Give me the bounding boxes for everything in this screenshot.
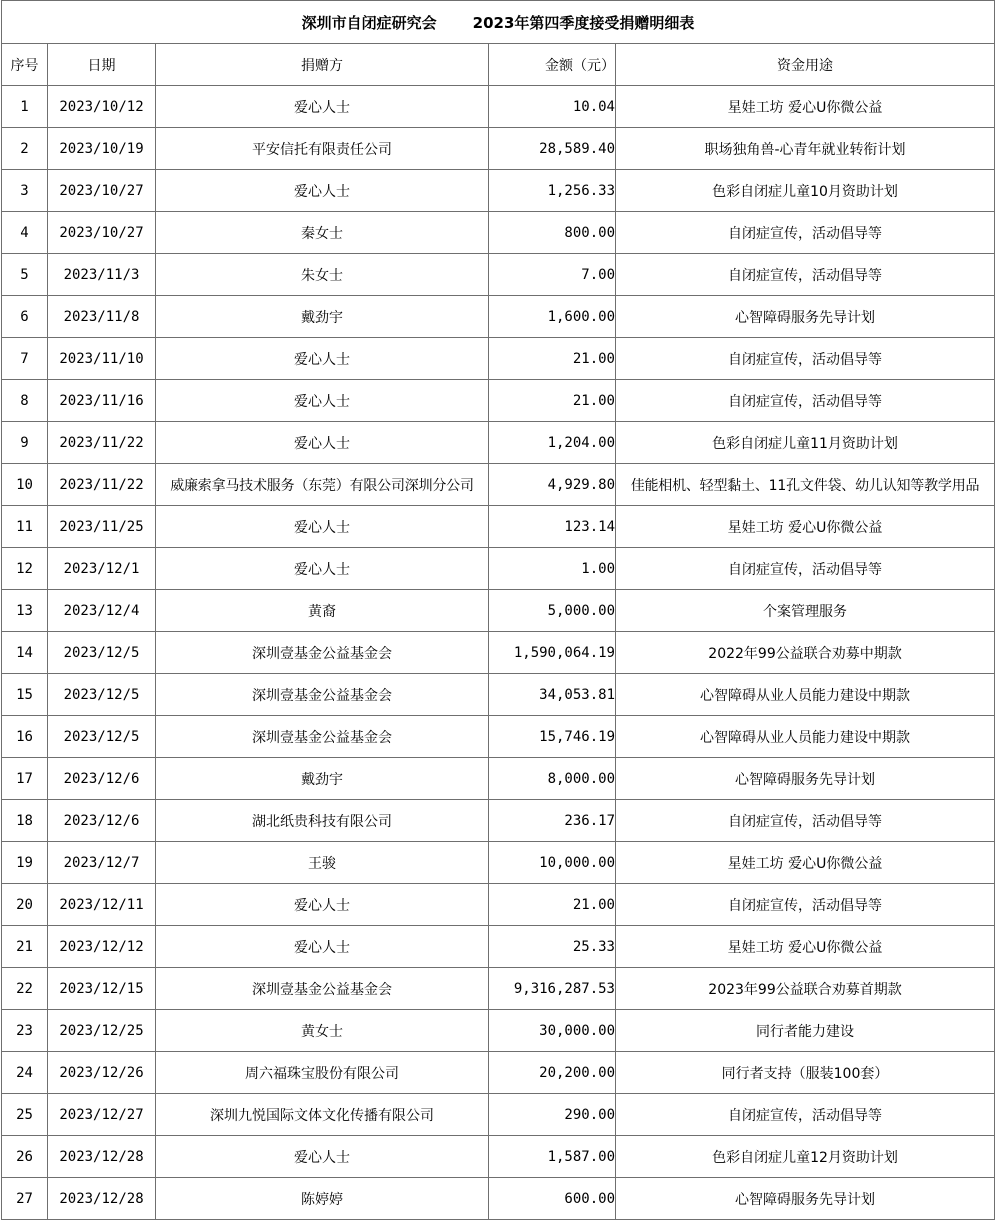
cell-donor: 平安信托有限责任公司 [156,128,489,170]
cell-usage: 星娃工坊 爱心U你微公益 [616,842,995,884]
cell-index: 8 [2,380,48,422]
cell-donor: 戴劲宇 [156,296,489,338]
cell-amount: 10,000.00 [489,842,616,884]
cell-usage: 心智障碍服务先导计划 [616,296,995,338]
cell-date: 2023/12/5 [48,632,156,674]
cell-usage: 个案管理服务 [616,590,995,632]
cell-amount: 28,589.40 [489,128,616,170]
cell-amount: 25.33 [489,926,616,968]
header-row [2,44,995,86]
cell-date: 2023/12/6 [48,800,156,842]
table-row [2,170,995,212]
cell-date: 2023/12/27 [48,1094,156,1136]
cell-index: 3 [2,170,48,212]
cell-amount: 1,256.33 [489,170,616,212]
cell-amount: 30,000.00 [489,1010,616,1052]
cell-date: 2023/12/28 [48,1136,156,1178]
cell-usage: 心智障碍服务先导计划 [616,758,995,800]
cell-date: 2023/11/10 [48,338,156,380]
cell-usage: 色彩自闭症儿童10月资助计划 [616,170,995,212]
cell-index: 18 [2,800,48,842]
table-row [2,1178,995,1220]
table-row [2,464,995,506]
cell-date: 2023/12/7 [48,842,156,884]
table-row [2,506,995,548]
table-row [2,338,995,380]
cell-amount: 34,053.81 [489,674,616,716]
table-row [2,842,995,884]
cell-date: 2023/12/4 [48,590,156,632]
cell-amount: 800.00 [489,212,616,254]
cell-date: 2023/12/11 [48,884,156,926]
cell-index: 5 [2,254,48,296]
cell-donor: 周六福珠宝股份有限公司 [156,1052,489,1094]
cell-donor: 戴劲宇 [156,758,489,800]
cell-donor: 王骏 [156,842,489,884]
cell-amount: 5,000.00 [489,590,616,632]
cell-index: 15 [2,674,48,716]
cell-index: 24 [2,1052,48,1094]
cell-index: 4 [2,212,48,254]
cell-index: 6 [2,296,48,338]
cell-index: 9 [2,422,48,464]
cell-amount: 1,204.00 [489,422,616,464]
cell-usage: 心智障碍从业人员能力建设中期款 [616,716,995,758]
header-index: 序号 [2,44,48,86]
cell-donor: 爱心人士 [156,1136,489,1178]
cell-date: 2023/12/5 [48,674,156,716]
cell-date: 2023/12/28 [48,1178,156,1220]
header-amount: 金额（元） [489,44,616,86]
cell-donor: 深圳壹基金公益基金会 [156,716,489,758]
table-row [2,128,995,170]
cell-donor: 深圳九悦国际文体文化传播有限公司 [156,1094,489,1136]
title-report: 2023年第四季度接受捐赠明细表 [472,13,695,32]
cell-date: 2023/10/27 [48,212,156,254]
table-row [2,548,995,590]
cell-date: 2023/10/19 [48,128,156,170]
cell-index: 14 [2,632,48,674]
cell-usage: 自闭症宣传，活动倡导等 [616,338,995,380]
cell-date: 2023/12/15 [48,968,156,1010]
table-row [2,926,995,968]
cell-donor: 爱心人士 [156,170,489,212]
cell-donor: 爱心人士 [156,422,489,464]
cell-amount: 236.17 [489,800,616,842]
cell-donor: 湖北纸贵科技有限公司 [156,800,489,842]
table-row [2,1052,995,1094]
cell-index: 21 [2,926,48,968]
cell-date: 2023/11/16 [48,380,156,422]
header-donor: 捐赠方 [156,44,489,86]
cell-amount: 4,929.80 [489,464,616,506]
cell-amount: 15,746.19 [489,716,616,758]
cell-donor: 深圳壹基金公益基金会 [156,674,489,716]
table-row [2,254,995,296]
cell-index: 20 [2,884,48,926]
cell-usage: 职场独角兽-心青年就业转衔计划 [616,128,995,170]
cell-usage: 2022年99公益联合劝募中期款 [616,632,995,674]
cell-index: 7 [2,338,48,380]
cell-usage: 星娃工坊 爱心U你微公益 [616,926,995,968]
cell-usage: 星娃工坊 爱心U你微公益 [616,506,995,548]
cell-amount: 1,590,064.19 [489,632,616,674]
cell-donor: 爱心人士 [156,338,489,380]
cell-date: 2023/11/3 [48,254,156,296]
cell-usage: 同行者支持（服装100套） [616,1052,995,1094]
cell-index: 27 [2,1178,48,1220]
cell-donor: 爱心人士 [156,884,489,926]
table-row [2,296,995,338]
cell-donor: 黄裔 [156,590,489,632]
table-row [2,590,995,632]
cell-index: 2 [2,128,48,170]
cell-amount: 9,316,287.53 [489,968,616,1010]
cell-amount: 1,600.00 [489,296,616,338]
table-row [2,674,995,716]
cell-usage: 佳能相机、轻型黏土、11孔文件袋、幼儿认知等教学用品 [616,464,995,506]
cell-index: 10 [2,464,48,506]
cell-amount: 123.14 [489,506,616,548]
cell-index: 13 [2,590,48,632]
cell-index: 22 [2,968,48,1010]
table-row [2,1094,995,1136]
cell-index: 19 [2,842,48,884]
cell-amount: 600.00 [489,1178,616,1220]
cell-donor: 威廉索拿马技术服务（东莞）有限公司深圳分公司 [156,464,489,506]
header-date: 日期 [48,44,156,86]
cell-donor: 爱心人士 [156,506,489,548]
table-title [2,1,995,44]
cell-amount: 1,587.00 [489,1136,616,1178]
cell-date: 2023/12/26 [48,1052,156,1094]
cell-donor: 爱心人士 [156,86,489,128]
table-row [2,1010,995,1052]
cell-donor: 爱心人士 [156,926,489,968]
cell-usage: 自闭症宣传，活动倡导等 [616,548,995,590]
cell-usage: 自闭症宣传，活动倡导等 [616,1094,995,1136]
cell-donor: 爱心人士 [156,548,489,590]
cell-index: 25 [2,1094,48,1136]
cell-usage: 色彩自闭症儿童11月资助计划 [616,422,995,464]
cell-amount: 10.04 [489,86,616,128]
donation-table [1,0,995,1220]
cell-index: 16 [2,716,48,758]
table-title-row [2,1,995,44]
cell-amount: 21.00 [489,338,616,380]
cell-usage: 自闭症宣传，活动倡导等 [616,380,995,422]
cell-index: 12 [2,548,48,590]
cell-date: 2023/12/6 [48,758,156,800]
cell-usage: 同行者能力建设 [616,1010,995,1052]
cell-amount: 8,000.00 [489,758,616,800]
cell-date: 2023/10/27 [48,170,156,212]
cell-usage: 2023年99公益联合劝募首期款 [616,968,995,1010]
cell-donor: 朱女士 [156,254,489,296]
cell-amount: 1.00 [489,548,616,590]
cell-amount: 21.00 [489,884,616,926]
cell-date: 2023/10/12 [48,86,156,128]
cell-index: 11 [2,506,48,548]
table-row [2,422,995,464]
cell-usage: 星娃工坊 爱心U你微公益 [616,86,995,128]
cell-usage: 自闭症宣传，活动倡导等 [616,212,995,254]
table-row [2,86,995,128]
table-row [2,884,995,926]
table-row [2,1136,995,1178]
cell-usage: 自闭症宣传，活动倡导等 [616,254,995,296]
cell-usage: 心智障碍服务先导计划 [616,1178,995,1220]
table-row [2,758,995,800]
header-usage: 资金用途 [616,44,995,86]
table-row [2,632,995,674]
cell-index: 26 [2,1136,48,1178]
cell-donor: 深圳壹基金公益基金会 [156,968,489,1010]
cell-date: 2023/12/5 [48,716,156,758]
cell-amount: 290.00 [489,1094,616,1136]
cell-date: 2023/11/8 [48,296,156,338]
table-row [2,968,995,1010]
title-org: 深圳市自闭症研究会 [301,13,437,32]
cell-date: 2023/12/12 [48,926,156,968]
cell-donor: 爱心人士 [156,380,489,422]
cell-amount: 20,200.00 [489,1052,616,1094]
cell-amount: 21.00 [489,380,616,422]
cell-donor: 秦女士 [156,212,489,254]
table-row [2,212,995,254]
cell-donor: 陈婷婷 [156,1178,489,1220]
cell-index: 17 [2,758,48,800]
table-row [2,380,995,422]
cell-date: 2023/11/22 [48,422,156,464]
cell-index: 23 [2,1010,48,1052]
cell-index: 1 [2,86,48,128]
cell-usage: 心智障碍从业人员能力建设中期款 [616,674,995,716]
table-row [2,800,995,842]
cell-donor: 黄女士 [156,1010,489,1052]
cell-date: 2023/11/22 [48,464,156,506]
cell-amount: 7.00 [489,254,616,296]
cell-usage: 自闭症宣传，活动倡导等 [616,800,995,842]
cell-date: 2023/12/1 [48,548,156,590]
cell-usage: 自闭症宣传，活动倡导等 [616,884,995,926]
cell-donor: 深圳壹基金公益基金会 [156,632,489,674]
cell-date: 2023/12/25 [48,1010,156,1052]
cell-usage: 色彩自闭症儿童12月资助计划 [616,1136,995,1178]
cell-date: 2023/11/25 [48,506,156,548]
table-row [2,716,995,758]
